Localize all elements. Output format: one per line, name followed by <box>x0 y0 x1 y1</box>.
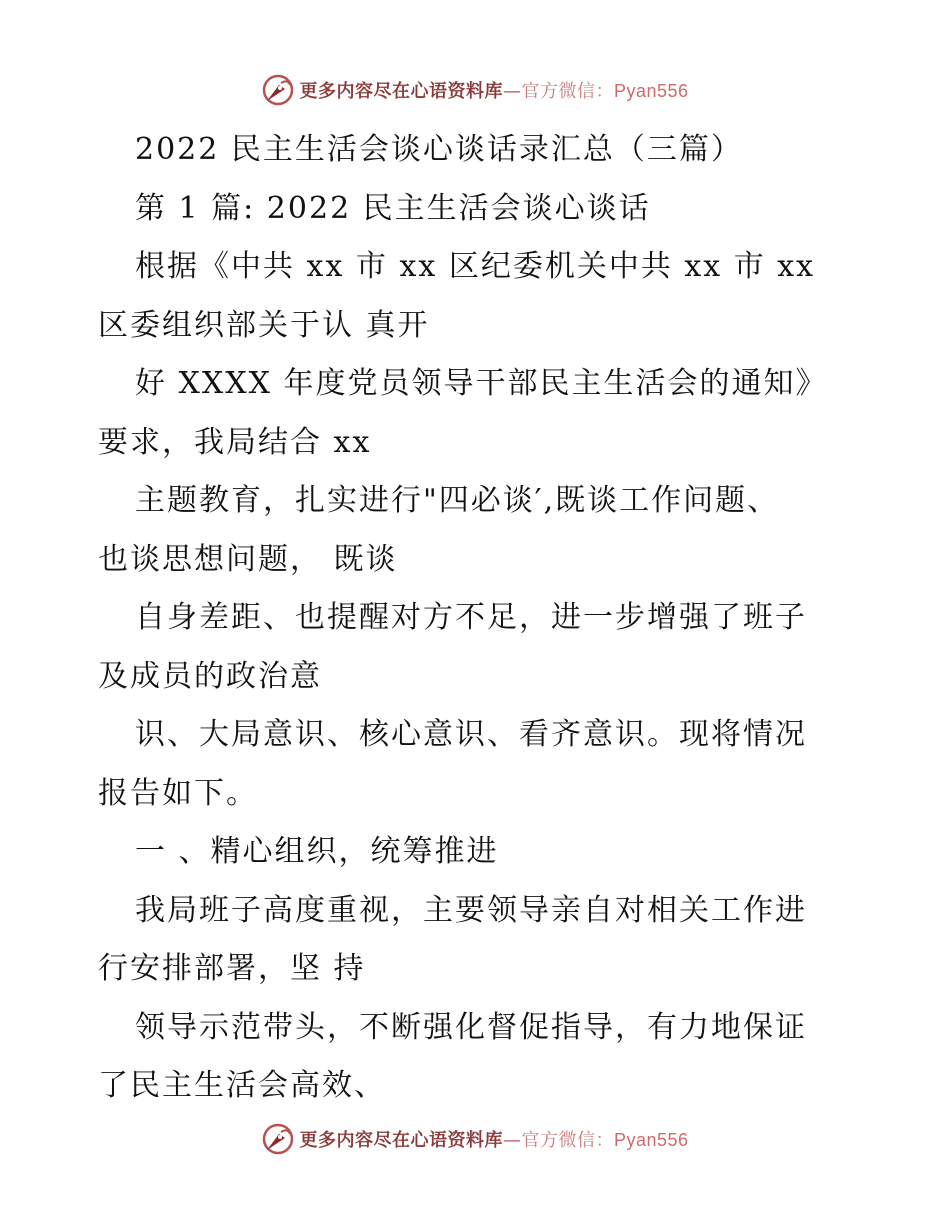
subsection-heading: 一 、精心组织，统筹推进 <box>135 834 499 869</box>
pen-nib-logo-icon <box>261 1122 295 1156</box>
banner-separator: — <box>502 1130 522 1151</box>
banner-wechat-id: Pyan556 <box>613 1130 689 1150</box>
paragraph-line: 领导示范带头，不断强化督促指导，有力地保证 <box>135 1009 807 1045</box>
paragraph-line: 我局班子高度重视，主要领导亲自对相关工作进 <box>135 892 807 928</box>
paragraph-line: 要求，我局结合 xx <box>98 424 372 460</box>
paragraph-line: 也谈思想问题， 既谈 <box>98 541 398 577</box>
paragraph-line: 根据《中共 xx 市 xx 区纪委机关中共 xx 市 xx <box>135 249 816 284</box>
banner-wechat-label: 官方微信： <box>521 1130 614 1151</box>
banner-wechat-label: 官方微信： <box>521 81 614 102</box>
banner-title: 更多内容尽在心语资料库 <box>299 1130 503 1151</box>
banner-wechat-id: Pyan556 <box>613 81 689 101</box>
banner-separator: — <box>502 81 522 102</box>
paragraph-line: 及成员的政治意 <box>98 658 322 694</box>
footer-banner <box>0 1121 950 1157</box>
paragraph-line: 自身差距、也提醒对方不足，进一步增强了班子 <box>135 600 807 635</box>
pen-nib-logo-icon <box>261 73 295 107</box>
paragraph-line: 主题教育，扎实进行"四必谈′,既谈工作问题、 <box>135 483 780 518</box>
document-body <box>98 121 858 1116</box>
paragraph-line: 识、大局意识、核心意识、看齐意识。现将情况 <box>135 717 807 752</box>
paragraph-line: 了民主生活会高效、 <box>98 1068 386 1103</box>
paragraph-line: 报告如下。 <box>98 775 258 811</box>
header-banner <box>0 72 950 108</box>
paragraph-line: 好 XXXX 年度党员领导干部民主生活会的通知》 <box>135 366 828 401</box>
document-title: 2022 民主生活会谈心谈话录汇总（三篇） <box>135 132 743 167</box>
section-heading: 第 1 篇: 2022 民主生活会谈心谈话 <box>135 190 651 226</box>
banner-title: 更多内容尽在心语资料库 <box>299 81 503 102</box>
paragraph-line: 行安排部署，坚 持 <box>98 951 366 986</box>
paragraph-line: 区委组织部关于认 真开 <box>98 307 430 343</box>
